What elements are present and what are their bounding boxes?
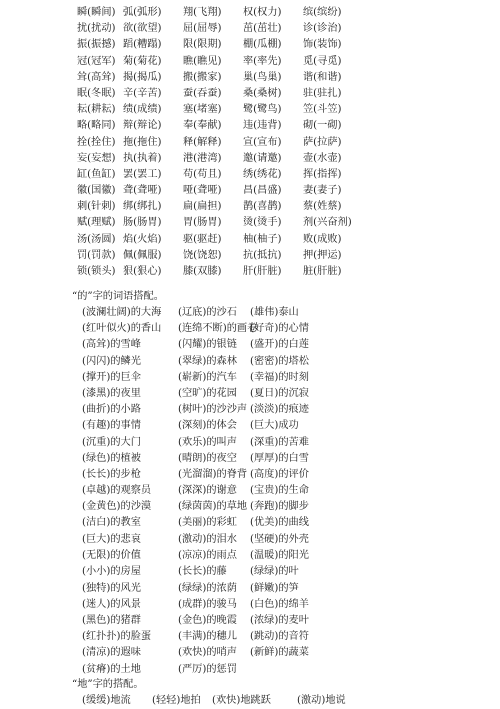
word-entry: 略(略同) [77, 120, 116, 132]
word-entry: 剂(兴奋剂) [303, 217, 352, 229]
phrase: (高耸)的雪峰 [82, 339, 141, 351]
word-entry: 绣(绣花) [243, 168, 282, 180]
phrase: (浓绿)的麦叶 [250, 614, 309, 626]
word-entry: 膝(双膝) [183, 266, 222, 277]
word-entry: 执(执着) [123, 152, 162, 164]
word-entry: 揭(揭瓜) [123, 71, 162, 83]
word-entry: 蚕(吞蚕) [183, 87, 222, 99]
phrase: (连绵不断)的画卷 [178, 323, 258, 335]
word-entry: 妻(妻子) [303, 185, 342, 197]
word-entry: 哑(聋哑) [183, 185, 222, 197]
phrase: (贫瘠)的土地 [82, 663, 141, 675]
word-entry: 缤(缤纷) [303, 7, 342, 18]
word-entry: 港(港湾) [183, 152, 222, 164]
phrase: (绿茵茵)的草地 [178, 501, 248, 513]
phrase: (美丽)的彩虹 [178, 517, 237, 529]
phrase: (密密)的塔松 [250, 355, 309, 367]
word-entry: 瞧(瞧见) [183, 55, 222, 67]
word-entry: 萨(拉萨) [303, 136, 342, 148]
word-entry: 诊(诊治) [303, 23, 342, 35]
phrase: (轻轻)地拍 [152, 695, 201, 706]
phrase: (翠绿)的森林 [178, 355, 237, 367]
phrase: (漆黑)的夜里 [82, 387, 141, 399]
phrase: (空旷)的花园 [178, 387, 237, 399]
word-entry: 狠(狠心) [123, 266, 162, 277]
word-entry: 巢(鸟巢) [243, 71, 282, 83]
phrase: (无限)的价值 [82, 550, 141, 562]
phrase: (有趣)的事情 [82, 420, 141, 432]
phrase: (红叶似火)的香山 [82, 323, 162, 335]
phrase: (白色)的绵羊 [250, 598, 309, 610]
phrase: (雄伟)泰山 [250, 307, 299, 318]
word-entry: 率(率先) [243, 55, 282, 67]
word-entry: 押(押运) [303, 249, 342, 261]
word-entry: 权(权力) [243, 7, 282, 18]
phrase: (欢快)的哨声 [178, 647, 237, 659]
phrase: (高度)的评价 [250, 468, 309, 480]
word-entry: 违(违背) [243, 120, 282, 132]
word-entry: 谐(和谐) [303, 71, 342, 83]
phrase: (凉凉)的雨点 [178, 550, 237, 562]
phrase: (深刻)的体会 [178, 420, 237, 432]
word-entry: 汤(汤圆) [77, 233, 116, 245]
word-entry: 桑(桑树) [243, 87, 282, 99]
word-entry: 胃(肠胃) [183, 217, 222, 229]
phrase: (迷人)的风景 [82, 598, 141, 610]
word-entry: 饶(饶恕) [183, 249, 222, 261]
word-entry: 蹈(糟蹋) [123, 39, 162, 51]
phrase: (厚厚)的白雪 [250, 452, 309, 464]
phrase: (淡淡)的痕迹 [250, 404, 309, 416]
word-entry: 焰(火焰) [123, 233, 162, 245]
word-entry: 瞬(瞬间) [77, 7, 116, 18]
word-entry: 抗(抵抗) [243, 249, 282, 261]
word-entry: 肝(肝脏) [243, 266, 282, 277]
word-entry: 鹊(喜鹊) [243, 201, 282, 213]
word-entry: 徽(国徽) [77, 185, 116, 197]
phrase: (激动)的泪水 [178, 534, 237, 545]
word-entry: 冠(冠军) [77, 55, 116, 67]
phrase: (独特)的风光 [82, 582, 141, 594]
phrase: (夏日)的沉寂 [250, 387, 309, 399]
word-entry: 释(解释) [183, 136, 222, 148]
character-word-grid [77, 5, 423, 280]
phrase: (树叶)的沙沙声 [178, 404, 248, 416]
word-entry: 耘(耕耘) [77, 104, 116, 116]
word-entry: 棚(瓜棚) [243, 39, 282, 51]
word-entry: 宣(宣布) [243, 136, 282, 148]
phrase: (盛开)的白莲 [250, 339, 309, 351]
phrase: (洁白)的教室 [82, 517, 141, 529]
phrase: (优美)的曲线 [250, 517, 309, 529]
word-entry: 挥(指挥) [303, 168, 342, 180]
phrase: (金黄色)的沙漠 [82, 501, 152, 513]
word-entry: 驻(驻扎) [303, 87, 342, 99]
word-entry: 拴(拴住) [77, 136, 116, 148]
word-entry: 觅(寻觅) [303, 55, 342, 67]
phrase: (崭新)的汽车 [178, 371, 237, 383]
word-entry: 苟(苟且) [183, 168, 222, 180]
phrase: (长长)的藤 [178, 566, 227, 578]
phrase: (深深)的谢意 [178, 485, 237, 497]
phrase: (曲折)的小路 [82, 404, 141, 416]
word-entry: 笠(斗笠) [303, 104, 342, 116]
word-entry: 昌(昌盛) [243, 185, 282, 197]
phrase: (小小)的房屋 [82, 566, 141, 578]
phrase: (卓越)的观察员 [82, 485, 152, 497]
word-entry: 欲(欲望) [123, 23, 162, 35]
phrase: (深重)的苦难 [250, 436, 309, 448]
word-entry: 耸(高耸) [77, 71, 116, 83]
word-entry: 锁(锁头) [77, 266, 116, 277]
phrase: (金色)的晚霞 [178, 614, 237, 626]
phrase: (黑色)的猪群 [82, 614, 141, 626]
word-entry: 辛(辛苦) [123, 87, 162, 99]
phrase: (闪耀)的银链 [178, 339, 237, 351]
phrase: (绿绿)的浓荫 [178, 582, 237, 594]
word-entry: 壶(水壶) [303, 152, 342, 164]
phrase: (撑开)的巨伞 [82, 371, 141, 383]
phrase: (成群)的骏马 [178, 598, 237, 610]
word-entry: 绑(绑扎) [123, 201, 162, 213]
word-entry: 扰(扰动) [77, 23, 116, 35]
phrase: (丰满)的穗儿 [178, 631, 237, 643]
phrase: (幸福)的时刻 [250, 371, 309, 383]
de-section-title: “的”字的词语搭配。 [72, 291, 164, 302]
phrase: (好奇)的心情 [250, 323, 309, 335]
word-entry: 砌(一砌) [303, 120, 342, 132]
word-entry: 茁(茁壮) [243, 23, 282, 35]
phrase: (欢快)地跳跃 [212, 695, 271, 706]
phrase: (坚硬)的外壳 [250, 534, 309, 545]
di-section-title: “地”字的搭配。 [72, 679, 144, 690]
word-entry: 肠(肠胃) [123, 217, 162, 229]
word-entry: 鹭(鹭鸟) [243, 104, 282, 116]
word-entry: 拖(拖住) [123, 136, 162, 148]
word-entry: 眠(冬眠) [77, 87, 116, 99]
phrase: (激动)地说 [297, 695, 346, 706]
word-entry: 聋(聋哑) [123, 185, 162, 197]
word-entry: 奉(奉献) [183, 120, 222, 132]
word-entry: 邀(请邀) [243, 152, 282, 164]
phrase: (宝贵)的生命 [250, 485, 309, 497]
phrase: (严厉)的惩罚 [178, 663, 237, 675]
phrase: (温暖)的阳光 [250, 550, 309, 562]
word-entry: 妄(妄想) [77, 152, 116, 164]
phrase: (欢乐)的叫声 [178, 436, 237, 448]
word-entry: 刺(针刺) [77, 201, 116, 213]
phrase: (光溜溜)的脊背 [178, 468, 248, 480]
phrase: (长长)的步枪 [82, 468, 141, 480]
word-entry: 翔(飞翔) [183, 7, 222, 18]
word-entry: 脏(肝脏) [303, 266, 342, 277]
word-entry: 菊(菊花) [123, 55, 162, 67]
phrase: (清凉)的遐味 [82, 647, 141, 659]
phrase: (辽底)的沙石 [178, 307, 237, 318]
phrase: (晴朗)的夜空 [178, 452, 237, 464]
phrase: (绿绿)的叶 [250, 566, 299, 578]
phrase: (缓缓)地流 [82, 695, 131, 706]
word-entry: 烫(烫手) [243, 217, 282, 229]
phrase: (沉重)的大门 [82, 436, 141, 448]
word-entry: 罢(罢工) [123, 168, 162, 180]
word-entry: 屈(屈辱) [183, 23, 222, 35]
word-entry: 搬(搬家) [183, 71, 222, 83]
word-entry: 佩(佩服) [123, 249, 162, 261]
word-entry: 扁(扁担) [183, 201, 222, 213]
word-entry: 罚(罚款) [77, 249, 116, 261]
phrase: (巨大)的悲哀 [82, 534, 141, 545]
word-entry: 弧(弧形) [123, 7, 162, 18]
word-entry: 辩(辩论) [123, 120, 162, 132]
word-entry: 塞(堵塞) [183, 104, 222, 116]
phrase: (奔跑)的脚步 [250, 501, 309, 513]
phrase: (鲜嫩)的笋 [250, 582, 299, 594]
phrase: (闪闪)的鳞光 [82, 355, 141, 367]
phrase: (绿色)的植被 [82, 452, 141, 464]
word-entry: 驱(驱赶) [183, 233, 222, 245]
word-entry: 败(成败) [303, 233, 342, 245]
word-entry: 绩(成绩) [123, 104, 162, 116]
word-entry: 赋(理赋) [77, 217, 116, 229]
word-entry: 振(振撼) [77, 39, 116, 51]
phrase: (跳动)的音符 [250, 631, 309, 643]
phrase: (波澜壮阔)的大海 [82, 307, 162, 318]
phrase: (巨大)成功 [250, 420, 299, 432]
phrase: (新鲜)的蔬菜 [250, 647, 309, 659]
word-entry: 柚(柚子) [243, 233, 282, 245]
word-entry: 蔡(姓蔡) [303, 201, 342, 213]
word-entry: 缸(鱼缸) [77, 168, 116, 180]
word-entry: 饰(装饰) [303, 39, 342, 51]
phrase: (红扑扑)的脸蛋 [82, 631, 152, 643]
word-entry: 限(限期) [183, 39, 222, 51]
